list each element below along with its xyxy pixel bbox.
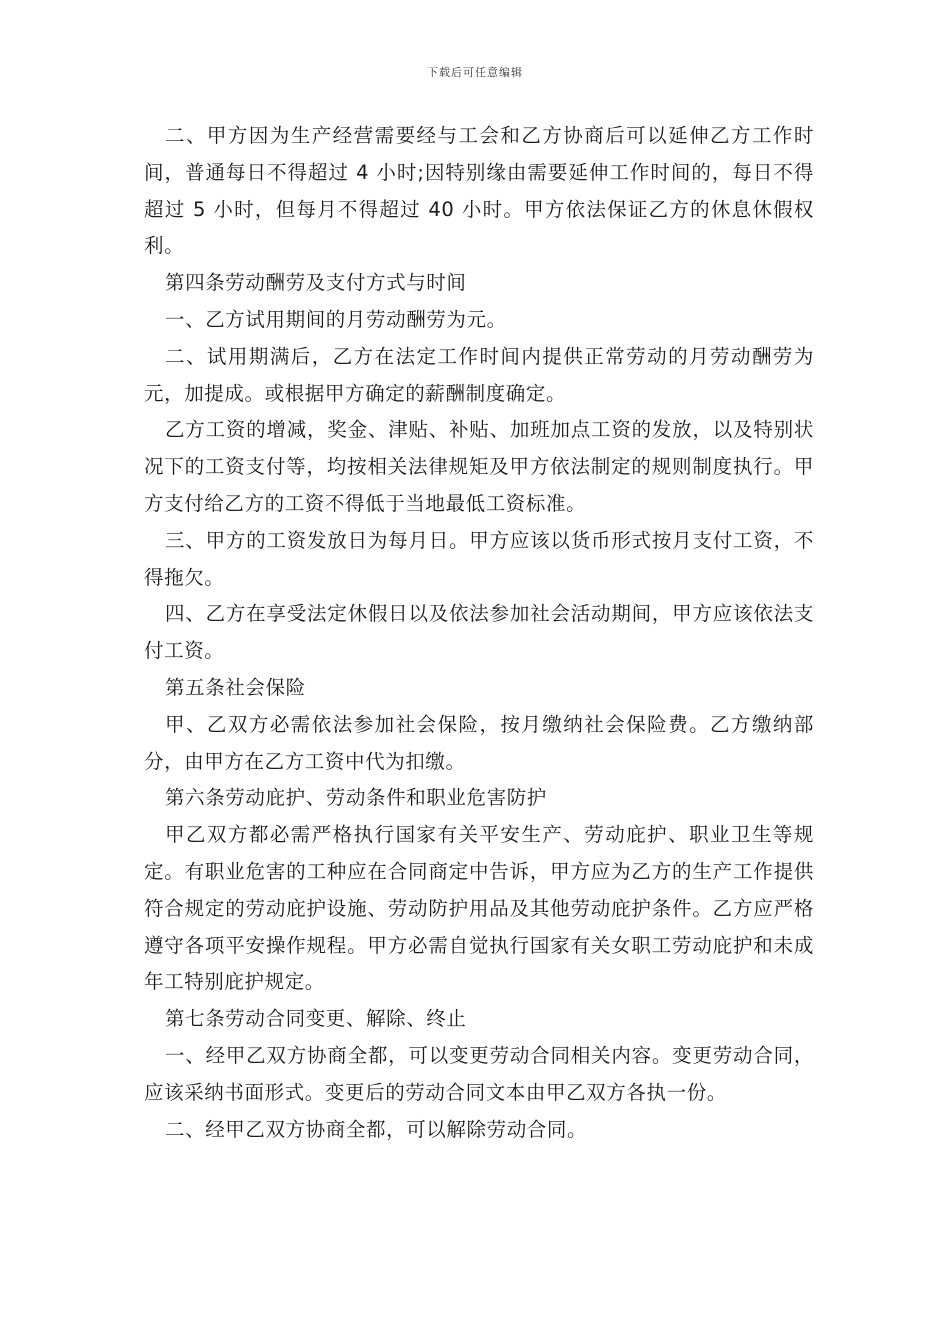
page-header: 下载后可任意编辑: [427, 66, 523, 79]
section-heading-article-6: 第六条劳动庇护、劳动条件和职业危害防护: [165, 786, 547, 810]
paragraph-safety: 甲乙双方都必需严格执行国家有关平安生产、劳动庇护、职业卫生等规定。有职业危害的工种应在合同商定中告诉，甲方应为乙方的生产工作提供符合规定的劳动庇护设施、劳动防护用品及其他劳动庇护条件。乙方应严格遵守各项平安操作规程。甲方必需自觉执行国家有关女职工劳动庇护和未成年工特别庇护规定。: [144, 823, 814, 994]
document-body: [144, 118, 814, 1148]
section-heading-article-7: 第七条劳动合同变更、解除、终止: [165, 1007, 467, 1031]
paragraph-holiday-pay: 四、乙方在享受法定休假日以及依法参加社会活动期间，甲方应该依法支付工资。: [144, 602, 814, 663]
paragraph-probation-pay: 一、乙方试用期间的月劳动酬劳为元。: [165, 307, 507, 331]
paragraph-payday: 三、甲方的工资发放日为每月日。甲方应该以货币形式按月支付工资，不得拖欠。: [144, 528, 814, 589]
paragraph-wage-rules: 乙方工资的增减，奖金、津贴、补贴、加班加点工资的发放，以及特别状况下的工资支付等，均按相关法律规矩及甲方依法制定的规则制度执行。甲方支付给乙方的工资不得低于当地最低工资标准。: [144, 418, 814, 515]
paragraph-regular-pay: 二、试用期满后，乙方在法定工作时间内提供正常劳动的月劳动酬劳为元，加提成。或根据甲方确定的薪酬制度确定。: [144, 344, 814, 405]
section-heading-article-4: 第四条劳动酬劳及支付方式与时间: [165, 271, 467, 295]
paragraph-contract-change: 一、经甲乙双方协商全都，可以变更劳动合同相关内容。变更劳动合同，应该采纳书面形式。变更后的劳动合同文本由甲乙双方各执一份。: [144, 1043, 814, 1104]
section-heading-article-5: 第五条社会保险: [165, 675, 306, 699]
paragraph-social-insurance: 甲、乙双方必需依法参加社会保险，按月缴纳社会保险费。乙方缴纳部分，由甲方在乙方工资中代为扣缴。: [144, 712, 814, 773]
paragraph-contract-termination: 二、经甲乙双方协商全都，可以解除劳动合同。: [165, 1117, 588, 1141]
paragraph-overtime: 二、甲方因为生产经营需要经与工会和乙方协商后可以延伸乙方工作时间，普通每日不得超过 4 小时;因特别缘由需要延伸工作时间的，每日不得超过 5 小时，但每月不得超过 40 小时。甲方依法保证乙方的休息休假权利。: [144, 124, 814, 258]
